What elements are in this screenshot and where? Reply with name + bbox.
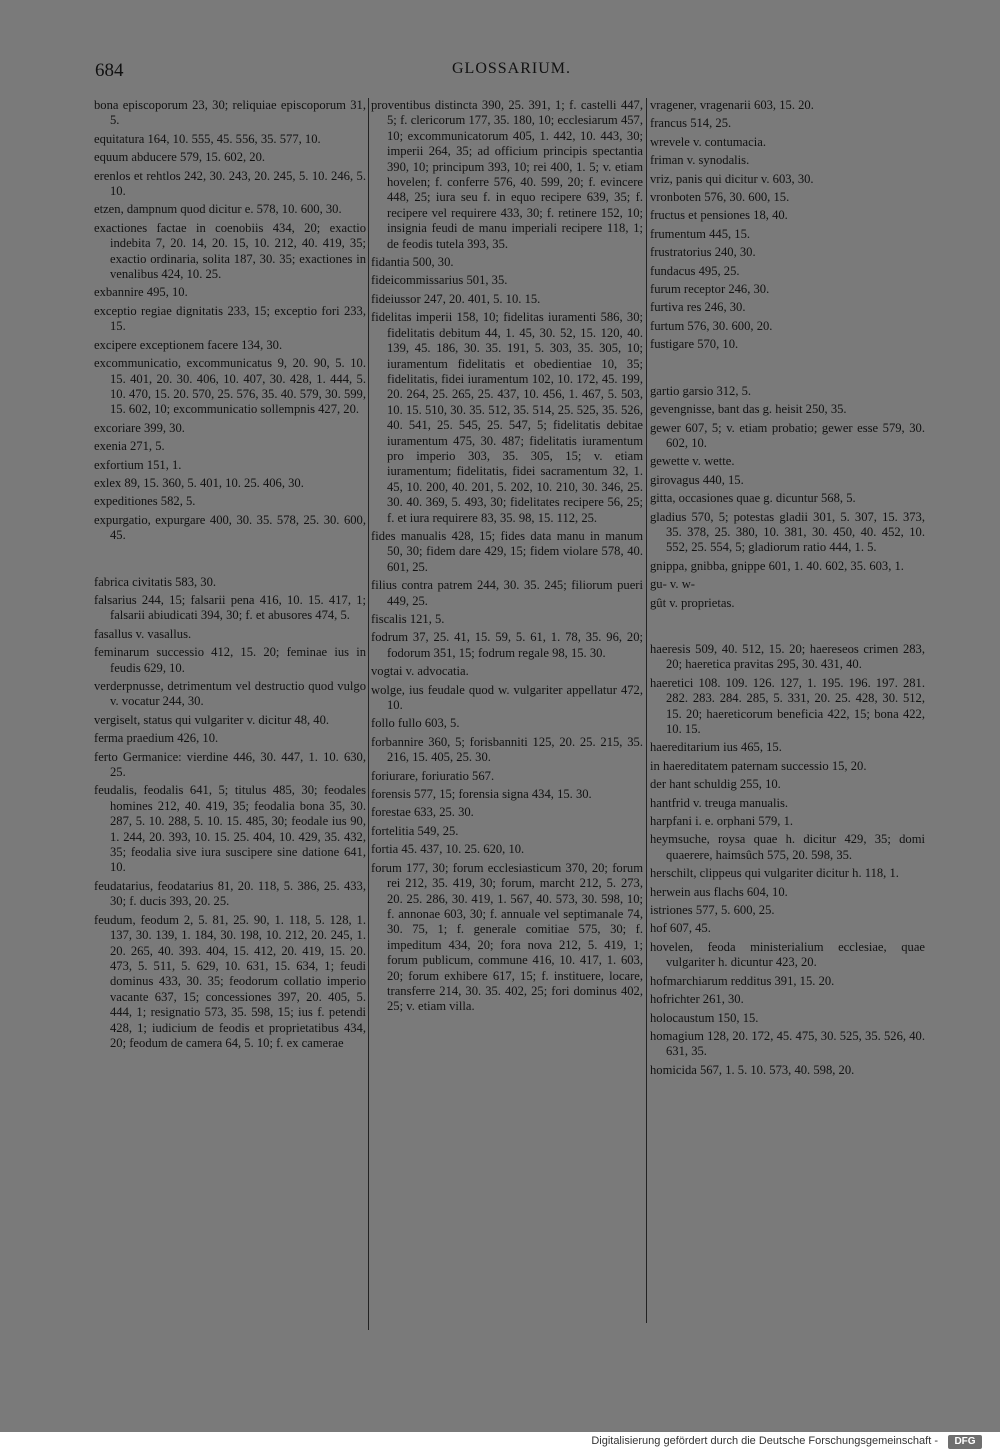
glossary-entry: gu- v. w- bbox=[650, 577, 696, 592]
glossary-entry: excoriare 399, 30. bbox=[94, 420, 185, 435]
glossary-entry: furum receptor 246, 30. bbox=[650, 282, 770, 297]
glossary-entry: ferto Germanice: vierdine 446, 30. 447, 1. 10. 630, 25. bbox=[94, 749, 366, 780]
glossary-entry: gewer 607, 5; v. etiam probatio; gewer esse 579, 30. 602, 10. bbox=[650, 420, 925, 450]
glossary-entry: harpfani i. e. orphani 579, 1. bbox=[650, 814, 794, 829]
glossary-entry: forbannire 360, 5; forisbanniti 125, 20. 25. 215, 35. 216, 15. 405, 25. 30. bbox=[371, 734, 643, 765]
glossary-entry: etzen, dampnum quod dicitur e. 578, 10. 600, 30. bbox=[94, 202, 342, 217]
glossary-entry: hantfrid v. treuga manualis. bbox=[650, 795, 789, 810]
glossary-entry: wrevele v. contumacia. bbox=[650, 134, 766, 149]
glossary-entry: fideicommissarius 501, 35. bbox=[371, 273, 508, 288]
glossary-entry: fructus et pensiones 18, 40. bbox=[650, 208, 788, 223]
glossary-entry: exfortium 151, 1. bbox=[94, 457, 182, 472]
glossary-entry: herwein aus flachs 604, 10. bbox=[650, 884, 788, 899]
glossary-entry: filius contra patrem 244, 30. 35. 245; filiorum pueri 449, 25. bbox=[371, 578, 643, 608]
glossary-entry: fides manualis 428, 15; fides data manu in manum 50, 30; fidem dare 429, 15; fidem violare 578, 40. 601, 25. bbox=[371, 528, 643, 574]
glossary-entry: frumentum 445, 15. bbox=[650, 226, 751, 241]
glossary-entry: vronboten 576, 30. 600, 15. bbox=[650, 190, 790, 205]
glossary-entry: fabrica civitatis 583, 30. bbox=[94, 574, 217, 589]
footer-credit: Digitalisierung gefördert durch die Deutsche Forschungsgemeinschaft - bbox=[591, 1435, 938, 1447]
dfg-logo-icon: DFG bbox=[948, 1435, 982, 1449]
page-title: GLOSSARIUM. bbox=[452, 60, 572, 77]
glossary-entry: verderpnusse, detrimentum vel destructio quod vulgo v. vocatur 244, 30. bbox=[94, 679, 366, 709]
glossary-entry: fortia 45. 437, 10. 25. 620, 10. bbox=[371, 842, 525, 857]
footer-bar bbox=[0, 1432, 1000, 1453]
glossary-entry: proventibus distincta 390, 25. 391, 1; f. castelli 447, 5; f. clericorum 177, 35. 180, 10; ecclesiarum 457, 10; excommunicatorum 405, 1. 442, 10. 443, 30; imperii 264, 35; ad officium principis spectantia 390, 10; principum 393, 10; rei 400, 1. 5; v. etiam hovelen; f. conferre 576, 40. 599, 20; f. evincere 448, 25; iura seu f. in equo recipere 639, 35; f. recipere vel requirere 433, 30; f. retinere 152, 10; insignia feudi de manu imperiali recipere 118, 1; de feodis tutela 393, 35. bbox=[371, 98, 643, 251]
glossary-entry: fidelitas imperii 158, 10; fidelitas iuramenti 586, 30; fidelitatis debitum 44, 1. 45, 30. 52, 15. 120, 40. 139, 45. 186, 30. 35. 191, 5. 303, 35. 305, 10; iuramentum fidelitatis et obedientiae 10, 35; fidelitatis, fidei iuramentum 102, 10. 172, 45. 199, 20. 264, 25. 265, 25. 437, 10. 456, 1. 467, 5. 503, 10. 15. 510, 30. 35. 512, 35. 514, 25. 525, 35. 526, 40. 541, 25. 545, 25. 547, 5; fidelitatis debitae iuramentum 475, 30. 487; fidelitatis iuramentum pro imperio 303, 35. 305, 15; v. etiam iuramentum; fidelitatis, fidei sacramentum 32, 1. 45, 10. 200, 40. 201, 5. 202, 10. 210, 30. 346, 25. 30. 40. 369, 5. 493, 30; fidelitates recipere 56, 25; f. et iura requirere 83, 35. 98, 15. 112, 25. bbox=[371, 310, 643, 525]
glossary-entry: exenia 271, 5. bbox=[94, 439, 165, 454]
glossary-entry: excommunicatio, excommunicatus 9, 20. 90, 5. 10. 15. 401, 20. 30. 406, 10. 407, 30. 428, 1. 444, 5. 10. 470, 15. 20. 570, 25. 576, 35. 40. 579, 30. 599, 15. 602, 10; excommunicatio sollempnis 427, 20. bbox=[94, 356, 366, 417]
glossary-entry: fasallus v. vasallus. bbox=[94, 626, 192, 641]
glossary-entry: expeditiones 582, 5. bbox=[94, 494, 196, 509]
glossary-entry: vriz, panis qui dicitur v. 603, 30. bbox=[650, 171, 814, 186]
glossary-entry: forensis 577, 15; forensia signa 434, 15. 30. bbox=[371, 787, 592, 802]
glossary-entry: feminarum successio 412, 15. 20; feminae ius in feudis 629, 10. bbox=[94, 645, 366, 675]
glossary-entry: herschilt, clippeus qui vulgariter dicitur h. 118, 1. bbox=[650, 866, 899, 881]
glossary-entry: vragener, vragenarii 603, 15. 20. bbox=[650, 98, 814, 112]
glossary-column-2 bbox=[371, 98, 643, 1018]
glossary-entry: heymsuche, roysa quae h. dicitur 429, 35; domi quaerere, haimsûch 575, 20. 598, 35. bbox=[650, 832, 925, 862]
glossary-entry: gladius 570, 5; potestas gladii 301, 5. 307, 15. 373, 35. 378, 25. 380, 10. 381, 30. 450, 40. 452, 10. 552, 25. 554, 5; gladiorum ratio 444, 1. 5. bbox=[650, 509, 925, 555]
section-gap bbox=[650, 356, 925, 384]
glossary-entry: furtiva res 246, 30. bbox=[650, 300, 746, 315]
glossary-entry: hovelen, feoda ministerialium ecclesiae, quae vulgariter h. dicuntur 423, 20. bbox=[650, 939, 925, 970]
glossary-entry: exceptio regiae dignitatis 233, 15; exceptio fori 233, 15. bbox=[94, 303, 366, 334]
glossary-entry: ferma praedium 426, 10. bbox=[94, 731, 219, 746]
glossary-entry: gnippa, gnibba, gnippe 601, 1. 40. 602, 35. 603, 1. bbox=[650, 558, 904, 573]
glossary-entry: vergiselt, status qui vulgariter v. dicitur 48, 40. bbox=[94, 712, 330, 727]
glossary-entry: fiscalis 121, 5. bbox=[371, 612, 445, 626]
glossary-entry: francus 514, 25. bbox=[650, 116, 732, 131]
glossary-entry: hof 607, 45. bbox=[650, 921, 711, 936]
glossary-entry: haereditarium ius 465, 15. bbox=[650, 740, 782, 755]
glossary-entry: follo fullo 603, 5. bbox=[371, 716, 460, 731]
glossary-entry: fideiussor 247, 20. 401, 5. 10. 15. bbox=[371, 291, 541, 306]
glossary-entry: fodrum 37, 25. 41, 15. 59, 5. 61, 1. 78, 35. 96, 20; fodorum 351, 15; fodrum regale 98, 15. 30. bbox=[371, 630, 643, 660]
glossary-entry: haeretici 108. 109. 126. 127, 1. 195. 196. 197. 281. 282. 283. 284. 285, 5. 331, 20. 25. 428, 30. 512, 15. 20; haereticorum beneficia 422, 15; bona 422, 10. 15. bbox=[650, 675, 925, 736]
glossary-entry: der hant schuldig 255, 10. bbox=[650, 777, 781, 792]
glossary-entry: gartio garsio 312, 5. bbox=[650, 383, 752, 398]
glossary-entry: excipere exceptionem facere 134, 30. bbox=[94, 337, 283, 352]
glossary-entry: homicida 567, 1. 5. 10. 573, 40. 598, 20. bbox=[650, 1062, 855, 1077]
glossary-entry: homagium 128, 20. 172, 45. 475, 30. 525, 35. 526, 40. 631, 35. bbox=[650, 1028, 925, 1059]
glossary-entry: furtum 576, 30. 600, 20. bbox=[650, 318, 773, 333]
glossary-entry: expurgatio, expurgare 400, 30. 35. 578, 25. 30. 600, 45. bbox=[94, 512, 366, 543]
glossary-entry: frustratorius 240, 30. bbox=[650, 245, 756, 260]
column-divider bbox=[368, 98, 369, 1330]
glossary-entry: girovagus 440, 15. bbox=[650, 472, 744, 487]
glossary-entry: bona episcoporum 23, 30; reliquiae episcoporum 31, 5. bbox=[94, 98, 366, 128]
glossary-entry: hofrichter 261, 30. bbox=[650, 992, 744, 1007]
glossary-entry: vogtai v. advocatia. bbox=[371, 664, 469, 679]
glossary-entry: fidantia 500, 30. bbox=[371, 255, 454, 270]
glossary-entry: fundacus 495, 25. bbox=[650, 263, 740, 278]
glossary-entry: wolge, ius feudale quod w. vulgariter appellatur 472, 10. bbox=[371, 682, 643, 713]
glossary-entry: fortelitia 549, 25. bbox=[371, 823, 459, 838]
glossary-entry: feudalis, feodalis 641, 5; titulus 485, 30; feodales homines 212, 40. 419, 35; feodalia bona 35, 30. 287, 5. 10. 288, 5. 10. 15. 485, 30; feodale ius 90, 1. 244, 20. 393, 10. 15. 25. 404, 10. 429, 35. 432, 35; feodalia sive iura suscipere sine datione 641, 10. bbox=[94, 783, 366, 875]
glossary-entry: gewette v. wette. bbox=[650, 454, 735, 469]
glossary-entry: feudum, feodum 2, 5. 81, 25. 90, 1. 118, 5. 128, 1. 137, 30. 139, 1. 184, 30. 198, 10. 212, 20. 245, 1. 20. 265, 40. 393. 404, 15. 412, 20. 419, 15. 20. 473, 5. 511, 5. 629, 10. 631, 15. 634, 1; feudi dominus 433, 30. 35; feodorum collatio imperio vacante 637, 15; concessiones 397, 20. 405, 5. 444, 1; resignatio 573, 35. 598, 15; ius f. petendi 428, 1; iudicium de feodis et proprietatibus 434, 20; feodum de camera 64, 5. 10; f. ex camerae bbox=[94, 912, 366, 1050]
glossary-entry: hofmarchiarum redditus 391, 15. 20. bbox=[650, 973, 835, 988]
glossary-column-1 bbox=[94, 98, 366, 1054]
glossary-entry: falsarius 244, 15; falsarii pena 416, 10. 15. 417, 1; falsarii abiudicati 394, 30; f. et abusores 474, 5. bbox=[94, 592, 366, 623]
glossary-entry: friman v. synodalis. bbox=[650, 153, 750, 168]
glossary-entry: equitatura 164, 10. 555, 45. 556, 35. 577, 10. bbox=[94, 131, 321, 146]
glossary-entry: gitta, occasiones quae g. dicuntur 568, 5. bbox=[650, 491, 856, 506]
glossary-entry: feudatarius, feodatarius 81, 20. 118, 5. 386, 25. 433, 30; f. ducis 393, 20. 25. bbox=[94, 878, 366, 909]
glossary-entry: foriurare, foriuratio 567. bbox=[371, 768, 495, 783]
glossary-column-3 bbox=[650, 98, 925, 1081]
glossary-entry: gevengnisse, bant das g. heisit 250, 35. bbox=[650, 402, 847, 417]
glossary-entry: exlex 89, 15. 360, 5. 401, 10. 25. 406, 30. bbox=[94, 475, 304, 490]
glossary-entry: istriones 577, 5. 600, 25. bbox=[650, 903, 775, 918]
glossary-entry: forum 177, 30; forum ecclesiasticum 370, 20; forum rei 212, 35. 419, 30; forum, marcht 212, 5. 273, 20. 25. 286, 30. 419, 1. 567, 40. 573, 30. 598, 10; f. annonae 603, 30; f. annuale vel septimanale 74, 30. 75, 1; f. generale comitiae 575, 30; f. impeditum 434, 20; fora nova 212, 5. 419, 1; forum publicum, commune 416, 10. 417, 1. 603, 20; forum exhibere 617, 15; f. instituere, locare, transferre 214, 30. 35. 402, 25; fori dominus 402, 25; v. etiam villa. bbox=[371, 860, 643, 1014]
section-gap bbox=[650, 614, 925, 642]
glossary-entry: exactiones factae in coenobiis 434, 20; exactio indebita 7, 20. 14, 20. 15, 10. 212, 40. 419, 35; exactio ordinaria, solita 187, 30. 35; exactiones in venalibus 424, 10. 25. bbox=[94, 220, 366, 282]
glossary-entry: gût v. proprietas. bbox=[650, 595, 735, 610]
column-divider bbox=[646, 98, 647, 1323]
page-number: 684 bbox=[95, 60, 124, 81]
section-gap bbox=[94, 547, 366, 575]
glossary-entry: in haereditatem paternam successio 15, 20. bbox=[650, 758, 867, 773]
glossary-entry: fustigare 570, 10. bbox=[650, 337, 739, 352]
glossary-entry: equum abducere 579, 15. 602, 20. bbox=[94, 150, 266, 165]
glossary-entry: forestae 633, 25. 30. bbox=[371, 805, 474, 820]
glossary-entry: holocaustum 150, 15. bbox=[650, 1010, 759, 1025]
glossary-entry: exbannire 495, 10. bbox=[94, 285, 188, 300]
glossary-entry: haeresis 509, 40. 512, 15. 20; haereseos crimen 283, 20; haeretica pravitas 295, 30. 431, 40. bbox=[650, 641, 925, 672]
glossary-entry: erenlos et rehtlos 242, 30. 243, 20. 245, 5. 10. 246, 5. 10. bbox=[94, 168, 366, 199]
